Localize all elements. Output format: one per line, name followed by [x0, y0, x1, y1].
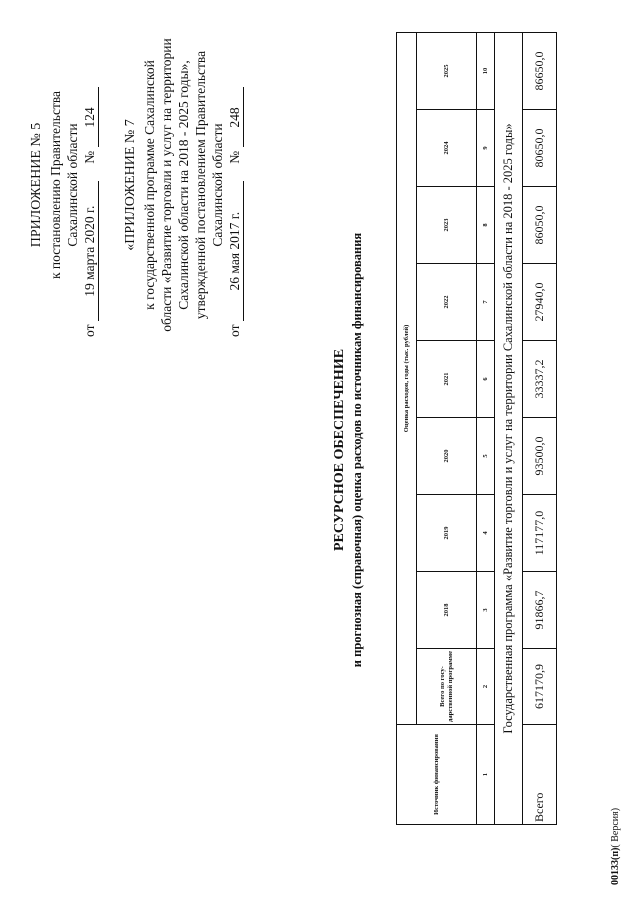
column-number: 9 [477, 110, 495, 187]
total-value: 27940,0 [523, 264, 557, 341]
appendix-5-from-label: от [82, 324, 97, 337]
header-year: 2019 [417, 495, 477, 572]
footer-code: 00133(п) [610, 847, 621, 885]
resource-table [396, 32, 557, 825]
appendix-5-block [28, 25, 99, 345]
document-title: РЕСУРСНОЕ ОБЕСПЕЧЕНИЕ [332, 348, 347, 552]
appendix-5-title: ПРИЛОЖЕНИЕ № 5 [29, 122, 44, 248]
column-number: 6 [477, 341, 495, 418]
appendix-7-line4: утвержденной постановлением Правительства [193, 50, 208, 320]
column-number: 3 [477, 572, 495, 649]
appendix-7-line2: области «Развитие торговли и услуг на территории [159, 38, 174, 332]
column-number: 10 [477, 32, 495, 109]
header-year: 2023 [417, 187, 477, 264]
document-footer [610, 808, 621, 885]
appendix-7-date: 26 мая 2017 г. [226, 181, 244, 321]
column-number: 1 [477, 725, 495, 825]
header-year: 2020 [417, 418, 477, 495]
header-total: Всего по госу-дарственной программе [417, 649, 477, 725]
appendix-7-from-label: от [227, 324, 242, 337]
header-year: 2022 [417, 264, 477, 341]
appendix-7-title: «ПРИЛОЖЕНИЕ № 7 [123, 119, 138, 251]
header-year: 2025 [417, 32, 477, 109]
total-value: 617170,9 [523, 649, 557, 725]
total-row [523, 32, 557, 824]
column-number: 8 [477, 187, 495, 264]
total-value: 93500,0 [523, 418, 557, 495]
rotated-document-sheet [20, 15, 620, 885]
appendix-5-line1: к постановлению Правительства [48, 90, 63, 280]
appendix-7-line1: к государственной программе Сахалинской [142, 60, 157, 310]
column-number: 7 [477, 264, 495, 341]
header-source: Источник финансирования [397, 725, 477, 825]
total-label: Всего [523, 725, 557, 825]
header-year: 2018 [417, 572, 477, 649]
appendix-7-line3: Сахалинской области на 2018 - 2025 годы», [176, 60, 191, 310]
appendix-7-line5: Сахалинской области [210, 123, 225, 247]
appendix-5-line2: Сахалинской области [65, 123, 80, 247]
table-subheader-row [417, 32, 477, 824]
appendix-5-date: 19 марта 2020 г. [81, 181, 99, 321]
header-year: 2024 [417, 110, 477, 187]
header-estimate: Оценка расходов, годы (тыс. рублей) [397, 32, 417, 724]
header-year: 2021 [417, 341, 477, 418]
total-value: 117177,0 [523, 495, 557, 572]
table-header-row [397, 32, 417, 824]
total-value: 80650,0 [523, 110, 557, 187]
appendix-7-number: 248 [226, 88, 244, 148]
column-number: 5 [477, 418, 495, 495]
document-subtitle: и прогнозная (справочная) оценка расходов по источникам финансирования [350, 232, 364, 668]
total-value: 91866,7 [523, 572, 557, 649]
program-name: Государственная программа «Развитие торговли и услуг на территории Сахалинской области на 2018 - 2025 годы» [495, 32, 523, 824]
appendix-5-number: 124 [81, 88, 99, 148]
appendix-7-block [122, 25, 244, 345]
column-number-row [477, 32, 495, 824]
appendix-5-num-label: № [82, 150, 97, 164]
appendix-7-num-label: № [227, 150, 242, 164]
total-value: 86050,0 [523, 187, 557, 264]
total-value: 86650,0 [523, 32, 557, 109]
column-number: 2 [477, 649, 495, 725]
footer-version: ( Версия) [610, 807, 621, 848]
total-value: 33337,2 [523, 341, 557, 418]
program-row [495, 32, 523, 824]
appendix-5-date-line [81, 25, 99, 345]
column-number: 4 [477, 495, 495, 572]
appendix-7-date-line [226, 25, 244, 345]
